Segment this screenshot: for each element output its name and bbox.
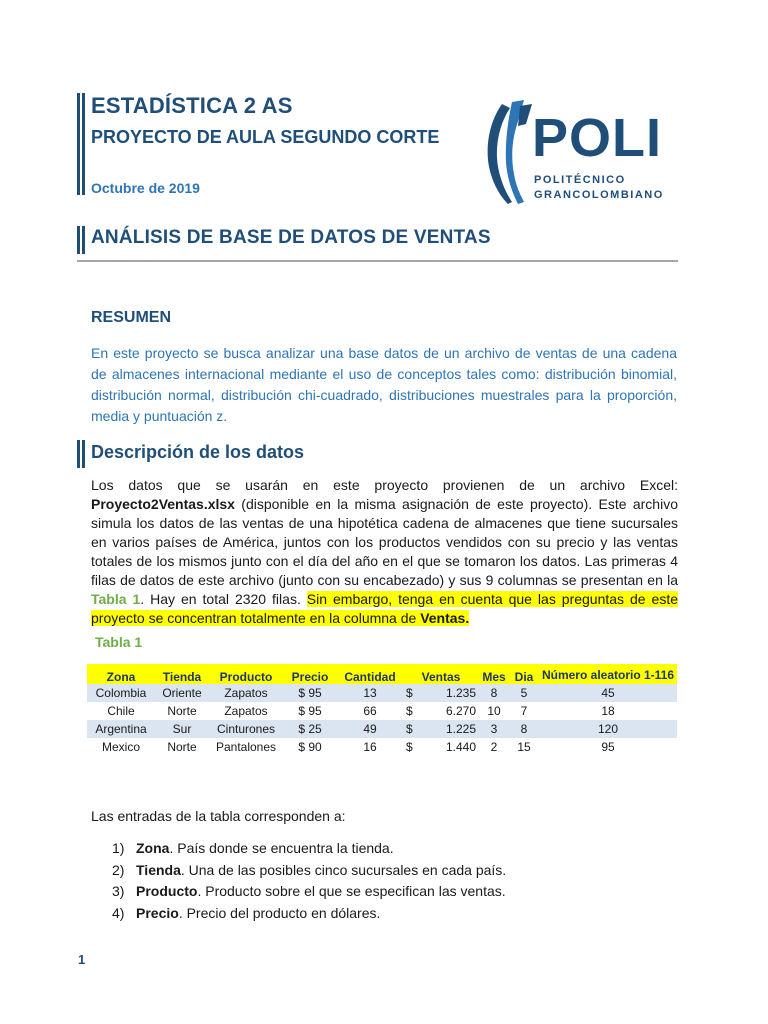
item-number: 3) <box>112 883 125 899</box>
document-title: ESTADÍSTICA 2 AS <box>91 93 293 118</box>
col-header-ventas: Ventas <box>403 664 479 684</box>
header-accent-bar <box>77 93 80 195</box>
cell-currency: $ <box>403 720 429 738</box>
col-header-producto: Producto <box>209 664 283 684</box>
cell-currency: $ <box>403 702 429 720</box>
section-accent-bar <box>82 226 85 254</box>
cell-mes: 2 <box>479 738 509 756</box>
cell-zona: Colombia <box>87 684 155 702</box>
cell-cantidad: 66 <box>337 702 403 720</box>
cell-producto: Pantalones <box>209 738 283 756</box>
entradas-intro: Las entradas de la tabla corresponden a: <box>91 808 346 824</box>
cell-precio: $ 25 <box>283 720 337 738</box>
cell-zona: Mexico <box>87 738 155 756</box>
cell-cantidad: 13 <box>337 684 403 702</box>
descripcion-paragraph <box>91 476 678 628</box>
cell-tienda: Oriente <box>155 684 209 702</box>
tabla-label: Tabla 1 <box>95 634 143 650</box>
item-term: Zona <box>136 840 170 856</box>
item-desc: . Producto sobre el que se especifican las ventas. <box>197 883 506 899</box>
item-term: Tienda <box>136 861 181 878</box>
logo-line-1: POLITÉCNICO <box>534 174 626 186</box>
col-header-precio: Precio <box>283 664 337 684</box>
desc-text: (disponible en la misma asignación de este proyecto). Este archivo simula los datos de las ventas de una hipotética cadena de almacenes que tiene sucursales en varios países de América, juntos con los productos vendidos con su precio y las ventas totales de los mismos junto con el día del año en el que se tomaron los datos. Las primeras 4 filas de datos de este archivo (junto con su encabezado) y sus 9 columnas se presentan en la <box>91 496 678 588</box>
cell-precio: $ 95 <box>283 684 337 702</box>
table-row <box>87 684 677 702</box>
cell-aleatorio: 18 <box>539 702 677 720</box>
cell-zona: Chile <box>87 702 155 720</box>
cell-mes: 8 <box>479 684 509 702</box>
entradas-list <box>112 838 506 924</box>
col-header-zona: Zona <box>87 664 155 684</box>
desc-text: . Hay en total 2320 filas. <box>140 591 307 607</box>
cell-tienda: Norte <box>155 738 209 756</box>
col-header-tienda: Tienda <box>155 664 209 684</box>
cell-ventas: 1.235 <box>429 684 479 702</box>
cell-ventas: 6.270 <box>429 702 479 720</box>
logo-line-2: GRANCOLOMBIANO <box>534 189 664 201</box>
cell-mes: 10 <box>479 702 509 720</box>
table-row <box>87 702 677 720</box>
cell-dia: 8 <box>509 720 539 738</box>
desc-accent-bar <box>77 440 80 468</box>
cell-producto: Zapatos <box>209 684 283 702</box>
cell-dia: 5 <box>509 684 539 702</box>
cell-dia: 7 <box>509 702 539 720</box>
desc-accent-bar <box>82 440 85 468</box>
cell-currency: $ <box>403 738 429 756</box>
header-accent-bar <box>82 93 85 195</box>
item-desc: . Una de las posibles cinco sucursales en cada país. <box>180 861 507 878</box>
poli-emblem-icon <box>482 98 534 208</box>
cell-producto: Cinturones <box>209 720 283 738</box>
table-row <box>87 738 677 756</box>
item-number: 1) <box>112 840 125 856</box>
cell-tienda: Norte <box>155 702 209 720</box>
section-accent-bar <box>77 226 80 254</box>
resumen-heading: RESUMEN <box>91 309 172 326</box>
item-number: 2) <box>112 861 125 878</box>
cell-producto: Zapatos <box>209 702 283 720</box>
cell-currency: $ <box>403 684 429 702</box>
list-item <box>112 903 506 925</box>
desc-text: Los datos que se usarán en este proyecto provienen de un archivo Excel: <box>91 477 678 493</box>
page-number: 1 <box>78 952 86 967</box>
cell-ventas: 1.440 <box>429 738 479 756</box>
descripcion-heading: Descripción de los datos <box>91 442 305 462</box>
section-title: ANÁLISIS DE BASE DE DATOS DE VENTAS <box>91 227 491 248</box>
document-subtitle: PROYECTO DE AULA SEGUNDO CORTE <box>91 127 440 147</box>
cell-dia: 15 <box>509 738 539 756</box>
cell-aleatorio: 120 <box>539 720 677 738</box>
col-header-cantidad: Cantidad <box>337 664 403 684</box>
cell-ventas: 1.225 <box>429 720 479 738</box>
document-date: Octubre de 2019 <box>91 180 200 196</box>
poli-logo <box>482 98 682 208</box>
cell-aleatorio: 95 <box>539 738 677 756</box>
highlighted-note: Sin embargo, tenga en cuenta que las preguntas de este proyecto se concentran totalmente en la columna de <box>91 591 679 626</box>
cell-aleatorio: 45 <box>539 684 677 702</box>
file-name: Proyecto2Ventas.xlsx <box>91 496 235 512</box>
item-number: 4) <box>112 904 125 921</box>
cell-cantidad: 49 <box>337 720 403 738</box>
item-term: Precio <box>136 904 179 921</box>
section-divider <box>77 260 678 262</box>
resumen-text: En este proyecto se busca analizar una base datos de un archivo de ventas de una cadena de almacenes internacional mediante el uso de conceptos tales como: distribución binomial, distribución normal, distribución chi-cuadrado, distribuciones muestrales para la proporción, media y puntuación z. <box>91 345 677 424</box>
table-header-row <box>87 664 677 684</box>
cell-cantidad: 16 <box>337 738 403 756</box>
item-term: Producto <box>136 883 198 899</box>
cell-precio: $ 95 <box>283 702 337 720</box>
list-item <box>112 838 506 860</box>
col-header-mes: Mes <box>479 664 509 684</box>
list-item <box>112 881 506 903</box>
item-desc: . Precio del producto en dólares. <box>178 904 381 921</box>
cell-zona: Argentina <box>87 720 155 738</box>
highlighted-ventas: Ventas. <box>420 610 470 626</box>
cell-precio: $ 90 <box>283 738 337 756</box>
cell-tienda: Sur <box>155 720 209 738</box>
col-header-dia: Dia <box>509 664 539 684</box>
table-row <box>87 720 677 738</box>
logo-wordmark: POLI <box>532 108 663 168</box>
col-header-aleatorio: Número aleatorio 1-116 <box>539 664 677 684</box>
cell-mes: 3 <box>479 720 509 738</box>
item-desc: . País donde se encuentra la tienda. <box>169 840 394 856</box>
data-table <box>87 664 677 756</box>
tabla-reference: Tabla 1 <box>91 591 141 607</box>
list-item <box>112 860 506 882</box>
